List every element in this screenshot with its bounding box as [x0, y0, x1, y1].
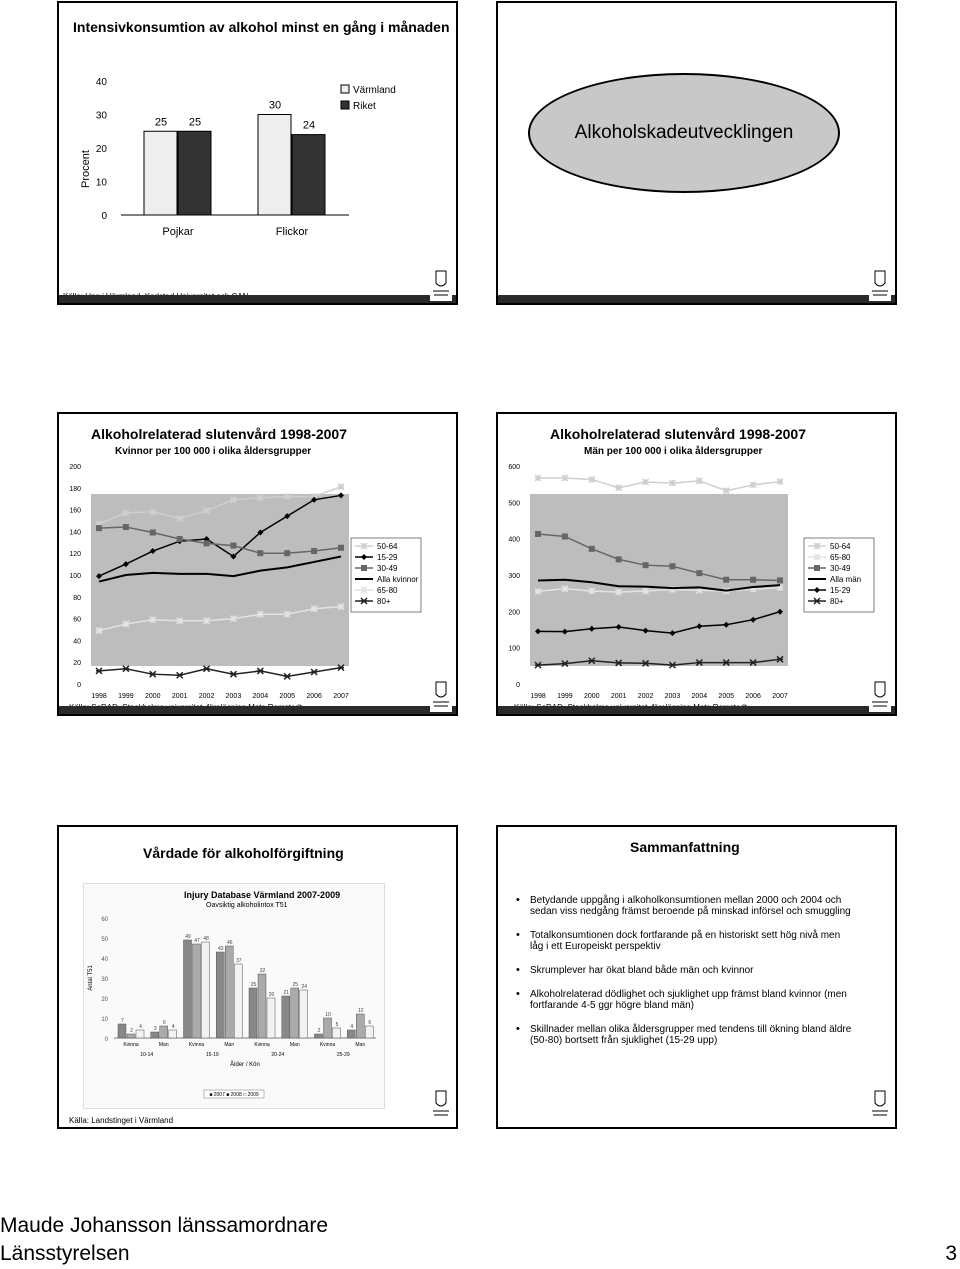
bar-value-label: 49: [185, 934, 191, 940]
age-group-label: 20-24: [271, 1052, 285, 1058]
bar: [136, 1030, 144, 1038]
legend-label: 65-80: [830, 553, 851, 562]
bar: [300, 990, 308, 1038]
legend: [804, 538, 874, 612]
bar-value-label: 6: [368, 1020, 372, 1026]
point-marker: [814, 554, 820, 560]
bullet-item: • Skillnader mellan olika åldersgrupper med tendens till ökning bland äldre (50-80) bortsett från sjuklighet (15-29 upp): [516, 1024, 855, 1046]
x-tick-label: 2001: [610, 693, 627, 700]
bar: [282, 996, 290, 1038]
slide-alkoholforgiftning: [57, 825, 458, 1129]
bar-value-label: 48: [203, 936, 209, 942]
x-tick-label: 2007: [333, 693, 349, 700]
legend-label: 80+: [830, 597, 844, 606]
y-tick-label: 300: [508, 573, 520, 580]
legend: [351, 538, 421, 612]
point-marker: [123, 621, 129, 627]
legend-label: 65-80: [377, 586, 398, 595]
point-marker: [777, 479, 783, 485]
y-tick-label: 180: [69, 485, 81, 493]
point-marker: [123, 510, 129, 516]
bar-value-label: 4: [171, 1024, 175, 1030]
legend-label: 50-64: [830, 542, 851, 551]
bar: [365, 1026, 373, 1038]
x-tick-label: 2004: [252, 693, 269, 700]
summary-bullets: [516, 895, 855, 1059]
point-marker: [123, 524, 129, 530]
point-marker: [150, 671, 156, 677]
point-marker: [643, 562, 649, 568]
bar: [333, 1028, 341, 1038]
point-marker: [311, 669, 317, 675]
bar: [347, 1030, 355, 1038]
slide-alkoholskadeutvecklingen: [496, 1, 897, 305]
y-tick-label: 60: [73, 616, 81, 624]
bar-value-label: 32: [259, 968, 266, 974]
slide-subtitle: Kvinnor per 100 000 i olika åldersgrupper: [115, 446, 312, 457]
x-tick-label: Man: [355, 1042, 366, 1048]
point-marker: [204, 666, 210, 672]
point-marker: [814, 565, 820, 571]
bar-value-label: 46: [226, 940, 233, 946]
bullet-item: • Skrumplever har ökat bland både män och kvinnor: [516, 965, 855, 976]
legend-label: 50-64: [377, 542, 398, 551]
bar-value-label: 2: [130, 1028, 133, 1034]
slide-title: Intensivkonsumtion av alkohol minst en gång i månaden: [73, 19, 450, 35]
county-crest-icon: [869, 678, 891, 712]
point-marker: [562, 586, 568, 592]
y-tick-label: 10: [101, 1017, 108, 1023]
x-tick-label: Man: [224, 1042, 235, 1048]
point-marker: [562, 475, 568, 481]
line-chart-man: [498, 450, 895, 710]
x-tick-label: 1998: [530, 693, 546, 700]
bar: [258, 974, 266, 1038]
x-tick-label: 2006: [306, 693, 322, 700]
x-tick-label: 1999: [557, 693, 573, 700]
point-marker: [535, 475, 541, 481]
title-ellipse: [528, 73, 840, 193]
bar-value-label: 20: [268, 992, 275, 998]
x-tick-label: Flickor: [275, 226, 309, 238]
bar-value-label: 43: [217, 946, 224, 952]
bar-value-label: 10: [325, 1012, 331, 1018]
bar: [234, 964, 242, 1038]
bar-värmland: [258, 115, 291, 216]
bar-value-label: 5: [335, 1022, 339, 1028]
y-axis-label: Antal T51: [88, 965, 94, 991]
bar-value-label: 21: [283, 990, 290, 996]
point-marker: [257, 611, 263, 617]
point-marker: [150, 617, 156, 623]
bar: [249, 988, 257, 1038]
point-marker: [361, 543, 367, 549]
y-tick-label: 40: [95, 77, 107, 88]
point-marker: [177, 672, 183, 678]
bullet-item: • Alkoholrelaterad dödlighet och sjuklighet upp främst bland kvinnor (men fortfarande 4-5 ggr högre bland män): [516, 989, 855, 1011]
point-marker: [338, 484, 344, 490]
bar-riket: [292, 135, 325, 215]
point-marker: [723, 488, 729, 494]
series-80+: [96, 665, 344, 680]
point-marker: [723, 577, 729, 583]
point-marker: [589, 476, 595, 482]
legend-label: 30-49: [830, 564, 851, 573]
x-tick-label: Kvinna: [254, 1042, 270, 1048]
y-tick-label: 10: [95, 177, 107, 189]
point-marker: [230, 671, 236, 677]
point-marker: [150, 509, 156, 515]
bullet-item: • Totalkonsumtionen dock fortfarande på en historiskt sett hög nivå men låg i ett Europeiskt perspektiv: [516, 930, 855, 952]
point-marker: [696, 570, 702, 576]
ellipse-text: Alkoholskadeutvecklingen: [574, 122, 794, 143]
bar: [267, 998, 275, 1038]
point-marker: [96, 628, 102, 634]
bar-value-label: 24: [301, 984, 308, 990]
point-marker: [230, 616, 236, 622]
bar-value-label: 7: [121, 1018, 124, 1024]
age-group-label: 15-19: [205, 1052, 219, 1058]
point-marker: [535, 531, 541, 537]
x-tick-label: 2006: [745, 693, 761, 700]
legend-swatch-varmland: [341, 85, 349, 93]
point-marker: [230, 497, 236, 503]
point-marker: [177, 515, 183, 521]
legend-swatch-riket: [341, 101, 349, 109]
x-tick-label: Kvinna: [188, 1042, 205, 1048]
y-tick-label: 500: [508, 500, 520, 508]
x-tick-label: 1999: [118, 693, 134, 700]
y-tick-label: 30: [95, 110, 107, 122]
y-tick-label: 100: [508, 645, 520, 653]
page-number: 3: [945, 1242, 957, 1265]
x-tick-label: 2002: [198, 693, 215, 700]
point-marker: [750, 577, 756, 583]
county-crest-icon: [869, 267, 891, 301]
point-marker: [123, 666, 129, 672]
legend-label: 15-29: [377, 553, 398, 562]
legend-label-varmland: Värmland: [353, 85, 396, 96]
bar: [118, 1024, 126, 1038]
y-tick-label: 0: [101, 211, 107, 222]
footer-org: Länsstyrelsen: [0, 1242, 130, 1265]
x-tick-label: 2001: [171, 693, 188, 700]
point-marker: [257, 495, 263, 501]
legend-label: Alla kvinnor: [377, 575, 419, 584]
bar-value-label: 3: [153, 1026, 157, 1032]
bar-chart-intensiv: [59, 59, 456, 299]
x-tick-label: 2004: [691, 693, 708, 700]
y-tick-label: 30: [101, 977, 108, 983]
point-marker: [669, 563, 675, 569]
bar-value-label: 30: [268, 99, 282, 112]
legend: [341, 85, 396, 112]
source-text: Källa: Landstinget i Värmland: [69, 1116, 174, 1125]
point-marker: [338, 545, 344, 551]
bar: [216, 952, 224, 1038]
bar-value-label: 25: [154, 116, 168, 129]
series-line: [538, 478, 780, 491]
point-marker: [616, 589, 622, 595]
y-tick-label: 40: [73, 638, 81, 646]
x-tick-label: 2002: [637, 693, 654, 700]
inner-chart-title: Injury Database Värmland 2007-2009: [184, 890, 341, 900]
legend-label: 15-29: [830, 586, 851, 595]
series-line: [99, 668, 341, 677]
slide-title: Sammanfattning: [630, 839, 740, 855]
x-tick-label: 2003: [664, 693, 681, 700]
x-tick-label: 1998: [91, 693, 107, 700]
county-crest-icon: [430, 267, 452, 301]
y-tick-label: 80: [73, 594, 81, 602]
slide-slutenvard-kvinnor: [57, 412, 458, 716]
bar-värmland: [144, 131, 177, 215]
footer-bar: [59, 706, 456, 714]
y-tick-label: 120: [69, 551, 81, 559]
point-marker: [311, 548, 317, 554]
slide-intensivkonsumtion: [57, 1, 458, 305]
y-tick-label: 100: [69, 573, 81, 580]
x-tick-label: Kvinna: [319, 1042, 336, 1048]
bar-value-label: 4: [350, 1024, 354, 1030]
plot-area: [91, 494, 349, 666]
bar-chart-forgiftning: [84, 908, 384, 1108]
legend-label: 30-49: [377, 564, 398, 573]
y-tick-label: 40: [101, 957, 108, 963]
point-marker: [204, 508, 210, 514]
bar: [193, 944, 201, 1038]
x-tick-label: 2005: [718, 693, 735, 700]
bar: [184, 940, 192, 1038]
point-marker: [535, 588, 541, 594]
bar: [160, 1026, 168, 1038]
series-50-64: [535, 475, 783, 494]
bar-value-label: 47: [194, 938, 200, 944]
y-tick-label: 20: [101, 997, 108, 1003]
bar-value-label: 25: [292, 982, 299, 988]
y-tick-label: 140: [69, 529, 81, 537]
age-group-label: 10-14: [140, 1052, 154, 1058]
point-marker: [361, 565, 367, 571]
point-marker: [257, 550, 263, 556]
bar: [151, 1032, 159, 1038]
point-marker: [96, 525, 102, 531]
x-tick-label: Kvinna: [123, 1042, 139, 1048]
point-marker: [814, 543, 820, 549]
point-marker: [643, 479, 649, 485]
bar-value-label: 12: [357, 1008, 364, 1014]
point-marker: [338, 604, 344, 610]
point-marker: [311, 606, 317, 612]
point-marker: [361, 587, 367, 593]
y-tick-label: 20: [73, 660, 81, 668]
y-tick-label: 60: [101, 917, 108, 923]
bar: [356, 1014, 364, 1038]
county-crest-icon: [430, 1087, 452, 1121]
point-marker: [589, 546, 595, 552]
point-marker: [284, 494, 290, 500]
x-tick-label: 2007: [772, 693, 788, 700]
footer-author: Maude Johansson länssamordnare: [0, 1214, 329, 1237]
bar: [225, 946, 233, 1038]
bar: [291, 988, 299, 1038]
bar: [202, 942, 210, 1038]
bar: [324, 1018, 332, 1038]
y-tick-label: 200: [508, 609, 520, 617]
bar-riket: [178, 131, 211, 215]
bar: [127, 1034, 135, 1038]
point-marker: [204, 618, 210, 624]
bar-value-label: 6: [162, 1020, 166, 1026]
y-tick-label: 0: [104, 1037, 108, 1043]
point-marker: [204, 540, 210, 546]
point-marker: [669, 480, 675, 486]
slide-title: Alkoholrelaterad slutenvård 1998-2007: [91, 426, 348, 442]
x-tick-label: 2000: [583, 693, 600, 700]
line-chart-kvinnor: [59, 450, 456, 710]
footer-bar: [498, 295, 895, 303]
point-marker: [777, 577, 783, 583]
point-marker: [750, 482, 756, 488]
x-tick-label: Pojkar: [162, 226, 194, 238]
slide-slutenvard-man: [496, 412, 897, 716]
x-tick-label: 2003: [225, 693, 242, 700]
y-tick-label: 0: [77, 682, 81, 689]
bullet-item: • Betydande uppgång i alkoholkonsumtionen mellan 2000 och 2004 och sedan viss nedgång främst beroende på minskad införsel och smuggling: [516, 895, 855, 917]
county-crest-icon: [869, 1087, 891, 1121]
legend-label-riket: Riket: [353, 101, 376, 112]
y-tick-label: 400: [508, 536, 520, 544]
x-tick-label: 2005: [279, 693, 296, 700]
bar-value-label: 37: [235, 958, 242, 964]
bar: [169, 1030, 177, 1038]
point-marker: [230, 543, 236, 549]
point-marker: [284, 611, 290, 617]
y-tick-label: 200: [69, 464, 81, 471]
y-tick-label: 160: [69, 507, 81, 515]
x-tick-label: 2000: [144, 693, 161, 700]
point-marker: [616, 485, 622, 491]
bar: [315, 1034, 323, 1038]
slide-subtitle: Män per 100 000 i olika åldersgrupper: [584, 446, 763, 457]
county-crest-icon: [430, 678, 452, 712]
point-marker: [177, 536, 183, 542]
legend-label: 80+: [377, 597, 391, 606]
point-marker: [616, 556, 622, 562]
x-axis-label: Ålder / Kön: [230, 1062, 260, 1068]
y-axis-label: Procent: [80, 150, 92, 188]
bar-value-label: 4: [139, 1024, 142, 1030]
footer-bar: [498, 706, 895, 714]
y-tick-label: 0: [516, 682, 520, 689]
y-tick-label: 50: [101, 937, 108, 943]
bar-value-label: 25: [250, 982, 257, 988]
bar-value-label: 25: [188, 116, 202, 129]
x-tick-label: Man: [289, 1042, 300, 1048]
point-marker: [177, 618, 183, 624]
y-tick-label: 600: [508, 464, 520, 471]
inner-chart-subtitle: Oavsiktig alkoholintox T51: [206, 902, 288, 909]
slide-sammanfattning: [496, 825, 897, 1129]
point-marker: [96, 668, 102, 674]
point-marker: [562, 533, 568, 539]
inner-chart-panel: [83, 883, 385, 1109]
x-tick-label: Man: [158, 1042, 169, 1048]
legend-label: Alla män: [830, 575, 862, 584]
point-marker: [284, 550, 290, 556]
point-marker: [150, 529, 156, 535]
y-tick-label: 20: [95, 144, 107, 155]
bar-value-label: 2: [317, 1028, 321, 1034]
slide-title: Vårdade för alkoholförgiftning: [143, 845, 344, 861]
point-marker: [643, 588, 649, 594]
footer-bar: [59, 295, 456, 303]
slide-title: Alkoholrelaterad slutenvård 1998-2007: [550, 426, 807, 442]
point-marker: [589, 588, 595, 594]
legend-label: ■ 2007 ■ 2008 □ 2009: [209, 1092, 259, 1098]
point-marker: [257, 668, 263, 674]
bar-value-label: 24: [302, 119, 316, 132]
point-marker: [284, 673, 290, 679]
age-group-label: 25-29: [336, 1052, 350, 1058]
point-marker: [696, 478, 702, 484]
